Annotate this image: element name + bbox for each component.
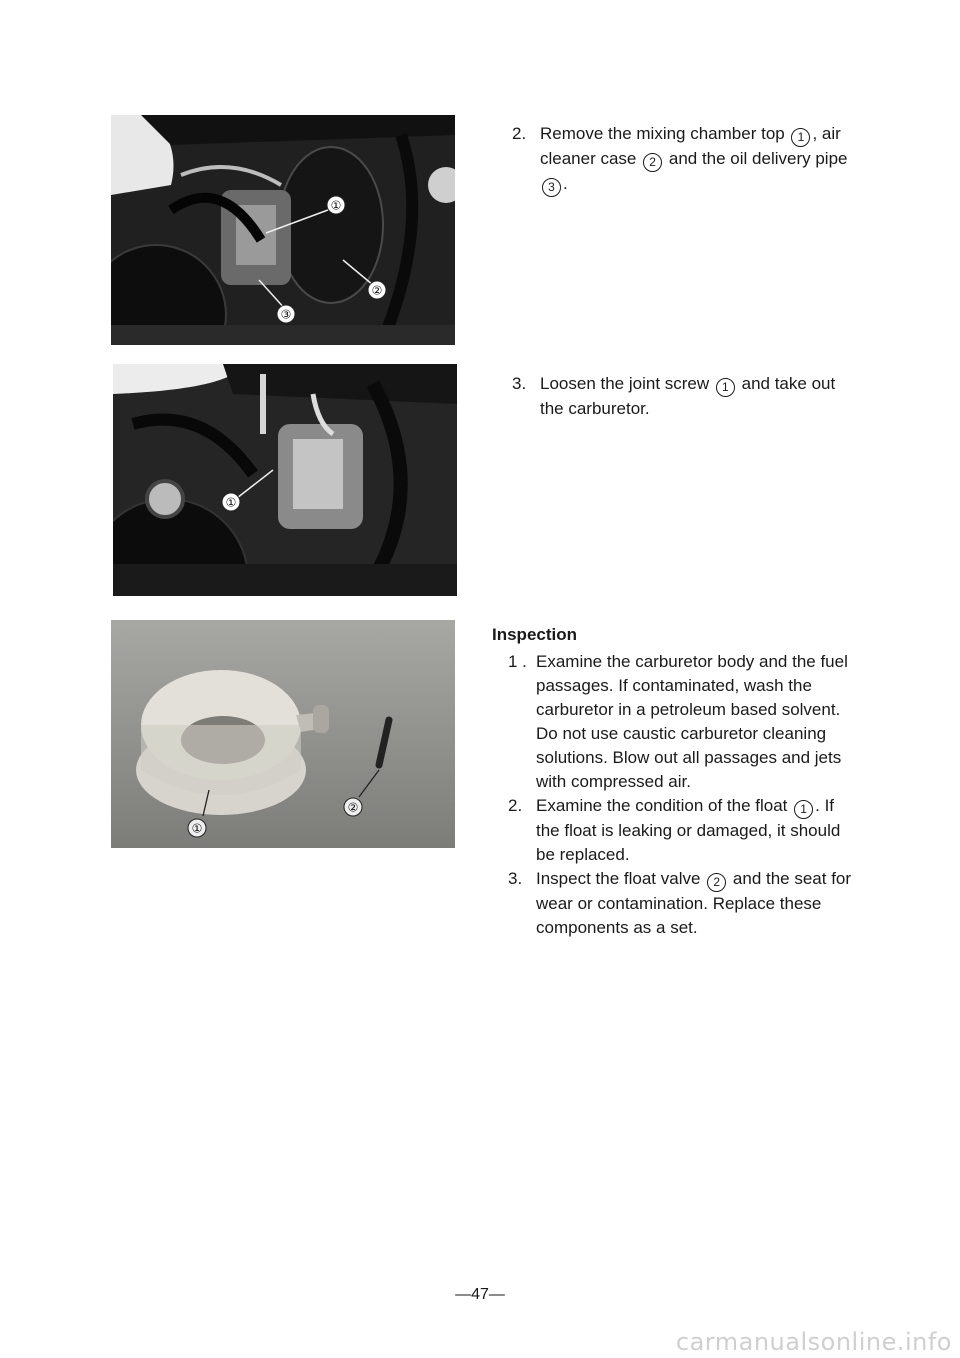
page-number: —47—	[455, 1286, 505, 1303]
ref-circle-2: 2	[643, 153, 662, 172]
callout-2: ②	[371, 283, 383, 298]
ref-circle-1: 1	[794, 800, 813, 819]
photo-float-valve	[111, 620, 455, 848]
step-text: , air cleaner case	[540, 124, 841, 168]
float-photo	[111, 620, 455, 848]
inspection-item	[508, 650, 858, 794]
inspection-heading: Inspection	[492, 625, 578, 644]
engine-photo-1	[111, 115, 455, 345]
inspection-item	[508, 867, 858, 940]
callout-3: ③	[280, 307, 292, 322]
item-number: 3.	[508, 869, 523, 888]
inspection-item	[508, 794, 858, 867]
item-text: . If the float is leaking or damaged, it should be replaced.	[536, 796, 841, 864]
callout-2: ②	[347, 800, 359, 815]
item-text: and the seat for wear or contamination. Replace these components as a set.	[536, 869, 852, 937]
step-text: and take out the carburetor.	[540, 374, 836, 418]
ref-circle-3: 3	[542, 178, 561, 197]
photo-mixing-chamber	[111, 115, 455, 345]
callout-1: ①	[330, 198, 342, 213]
step-number: 3.	[512, 374, 527, 393]
step-number: 2.	[512, 124, 527, 143]
item-number: 2.	[508, 796, 523, 815]
watermark: carmanualsonline.info	[675, 1328, 952, 1356]
step-loosen-screw	[512, 372, 857, 421]
item-text: Inspect the float valve	[536, 869, 701, 888]
inspection-list	[508, 650, 858, 940]
step-remove-parts	[512, 122, 857, 197]
item-text: Examine the carburetor body and the fuel passages. If contaminated, wash the carburetor in a petroleum based solvent. Do not use caustic carburetor cleaning solutions. Blow out all passages and jets with compressed air.	[536, 652, 848, 791]
ref-circle-1: 1	[716, 378, 735, 397]
item-text: Examine the condition of the float	[536, 796, 788, 815]
step-text: .	[563, 174, 568, 193]
step-text: Loosen the joint screw	[540, 374, 710, 393]
step-text: Remove the mixing chamber top	[540, 124, 785, 143]
callout-1: ①	[225, 495, 237, 510]
item-number: 1 .	[508, 652, 527, 671]
engine-photo-2	[113, 364, 457, 596]
step-text: and the oil delivery pipe	[668, 149, 848, 168]
callout-1: ①	[191, 821, 203, 836]
photo-joint-screw	[113, 364, 457, 596]
ref-circle-1: 1	[791, 128, 810, 147]
ref-circle-2: 2	[707, 873, 726, 892]
